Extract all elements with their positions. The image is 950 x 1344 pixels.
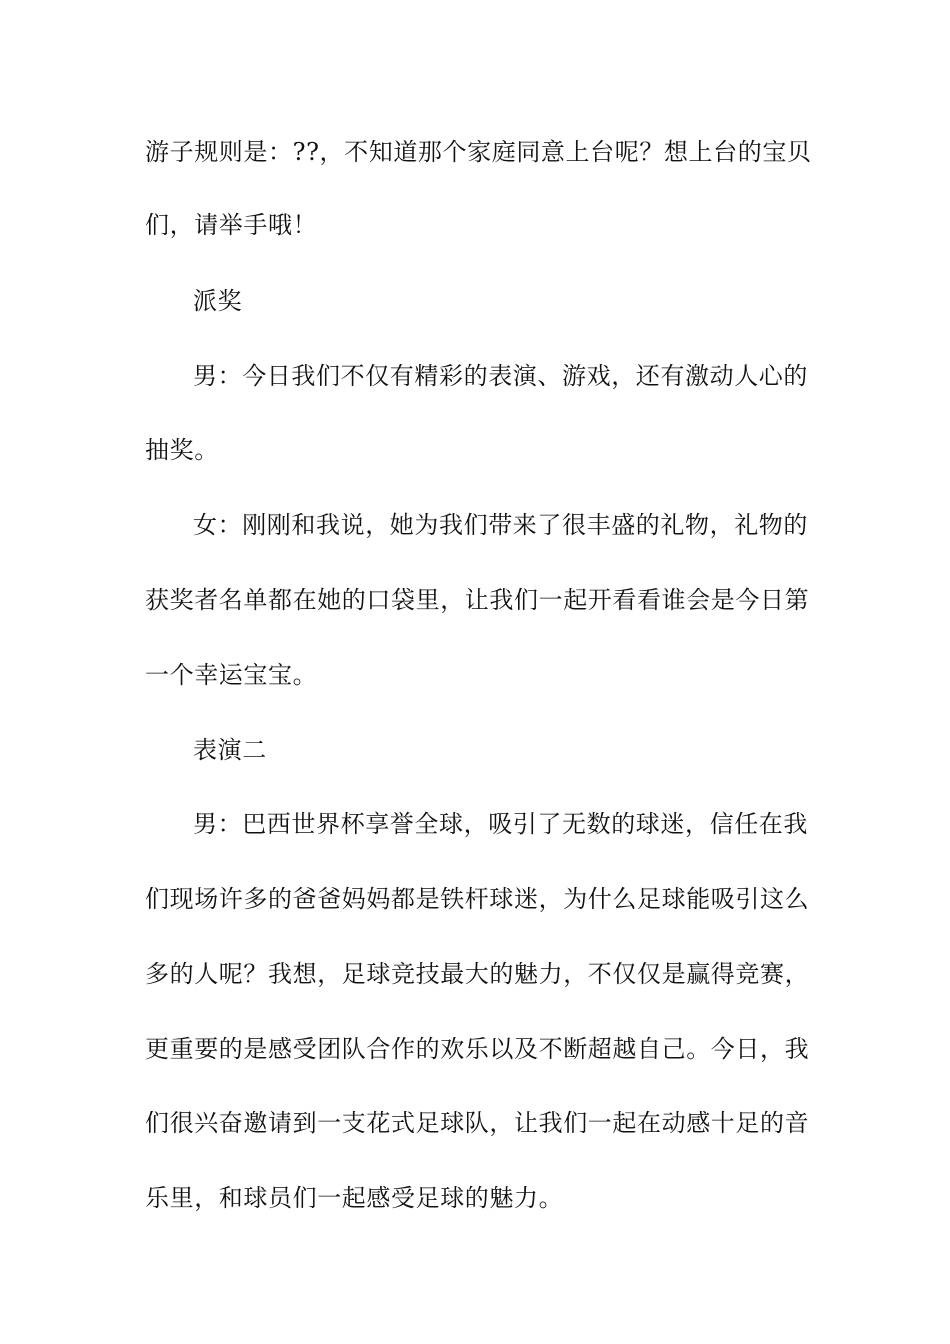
text-line-7: 获奖者名单都在她的口袋里，让我们一起开看看谁会是今日第: [145, 586, 810, 614]
text-line-1: 游子规则是：??，不知道那个家庭同意上台呢？想上台的宝贝: [145, 138, 812, 166]
text-line-15: 乐里，和球员们一起感受足球的魅力。: [145, 1184, 564, 1212]
text-line-8: 一个幸运宝宝。: [145, 661, 318, 689]
text-line-4: 男：今日我们不仅有精彩的表演、游戏，还有激动人心的: [193, 362, 808, 390]
section-heading-performance-two: 表演二: [193, 736, 267, 764]
text-line-12: 多的人呢？我想，足球竞技最大的魅力，不仅仅是赢得竞赛，: [145, 960, 810, 988]
text-line-10: 男：巴西世界杯享誉全球，吸引了无数的球迷，信任在我: [193, 810, 808, 838]
text-line-11: 们现场许多的爸爸妈妈都是铁杆球迷，为什么足球能吸引这么: [145, 885, 810, 913]
text-line-6: 女：刚刚和我说，她为我们带来了很丰盛的礼物，礼物的: [193, 511, 808, 539]
text-line-14: 们很兴奋邀请到一支花式足球队，让我们一起在动感十足的音: [145, 1109, 810, 1137]
text-line-13: 更重要的是感受团队合作的欢乐以及不断超越自己。今日，我: [145, 1035, 810, 1063]
text-line-2: 们，请举手哦！: [145, 211, 318, 239]
section-heading-prize: 派奖: [193, 287, 243, 315]
text-line-5: 抽奖。: [145, 436, 219, 464]
